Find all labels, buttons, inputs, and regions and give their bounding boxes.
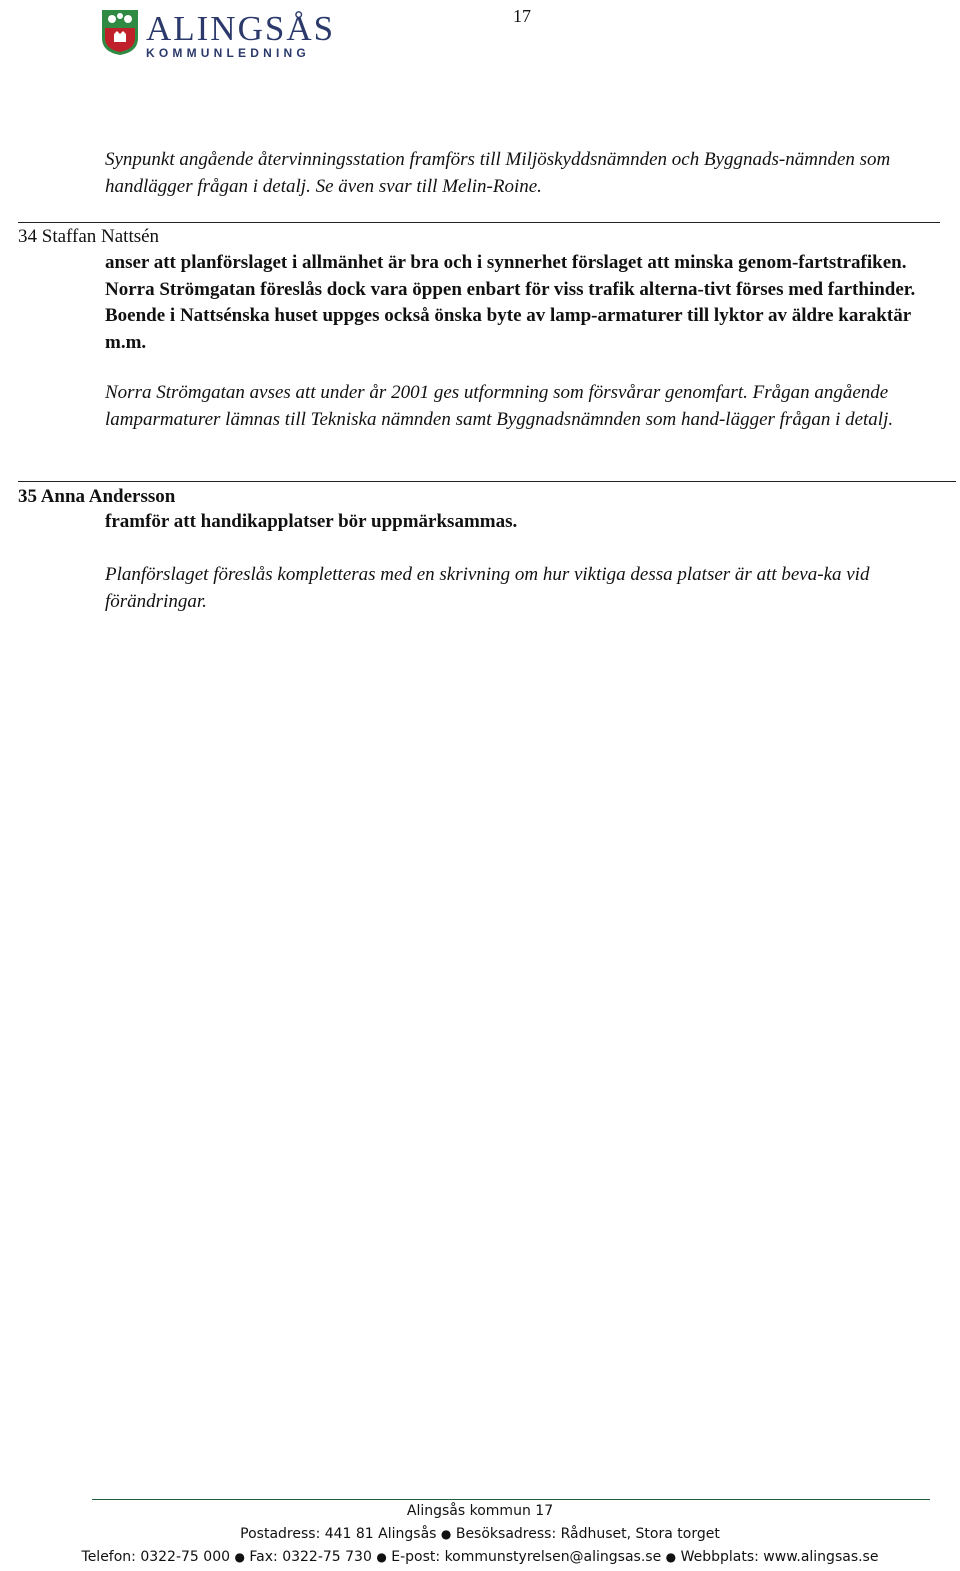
footer-visit: Besöksadress: Rådhuset, Stora torget <box>455 1526 720 1542</box>
bullet-icon: ● <box>376 1550 387 1564</box>
logo-subtitle: KOMMUNLEDNING <box>146 46 310 60</box>
entry-heading-35: 35 Anna Andersson <box>18 486 176 507</box>
entry-heading-34: 34 Staffan Nattsén <box>18 226 160 247</box>
footer-page-number: 17 <box>535 1503 554 1519</box>
footer-address-line <box>0 1526 960 1542</box>
footer-email: E-post: kommunstyrelsen@alingsas.se <box>391 1549 662 1565</box>
footer-phone: Telefon: 0322-75 000 <box>81 1549 231 1565</box>
footer-contact-line <box>0 1549 960 1565</box>
coat-of-arms-icon <box>100 8 140 56</box>
response-melin-roine: Synpunkt angående återvinningsstation framförs till Miljöskyddsnämnden och Byggnads-nämnden som handlägger frågan i detalj. Se även svar till Melin-Roine. <box>105 149 891 197</box>
page-number: 17 <box>513 6 531 26</box>
entry-response-34: Norra Strömgatan avses att under år 2001 ges utformning som försvårar genomfart. Frågan angående lamparmaturer lämnas till Tekniska nämnden samt Byggnadsnämnden som hand-lägger frågan i detalj. <box>105 382 894 430</box>
bullet-icon: ● <box>665 1550 677 1564</box>
bullet-icon: ● <box>234 1550 245 1564</box>
logo-wordmark: ALINGSÅS <box>146 9 336 48</box>
footer-postal: Postadress: 441 81 Alingsås <box>240 1526 437 1542</box>
entry-response-35: Planförslaget föreslås kompletteras med en skrivning om hur viktiga dessa platser är att beva-ka vid förändringar. <box>105 564 870 612</box>
bullet-icon: ● <box>440 1527 452 1541</box>
section-divider <box>18 481 956 482</box>
footer-web: Webbplats: www.alingsas.se <box>680 1549 879 1565</box>
section-divider <box>18 222 940 223</box>
footer-fax: Fax: 0322-75 730 <box>249 1549 372 1565</box>
footer-divider <box>92 1499 930 1500</box>
footer-org-line <box>0 1503 960 1519</box>
entry-statement-34: anser att planförslaget i allmänhet är bra och i synnerhet förslaget att minska genom-fartstrafiken. Norra Strömgatan föreslås dock vara öppen enbart för viss trafik alterna-tivt förses med farthinder. Boende i Nattsénska huset uppges också önska byte av lamp-armaturer till lyktor av äldre karaktär m.m. <box>105 252 916 353</box>
entry-statement-35: framför att handikapplatser bör uppmärksammas. <box>105 511 518 532</box>
footer-org: Alingsås kommun <box>406 1503 531 1519</box>
alingsas-logo <box>100 8 350 58</box>
